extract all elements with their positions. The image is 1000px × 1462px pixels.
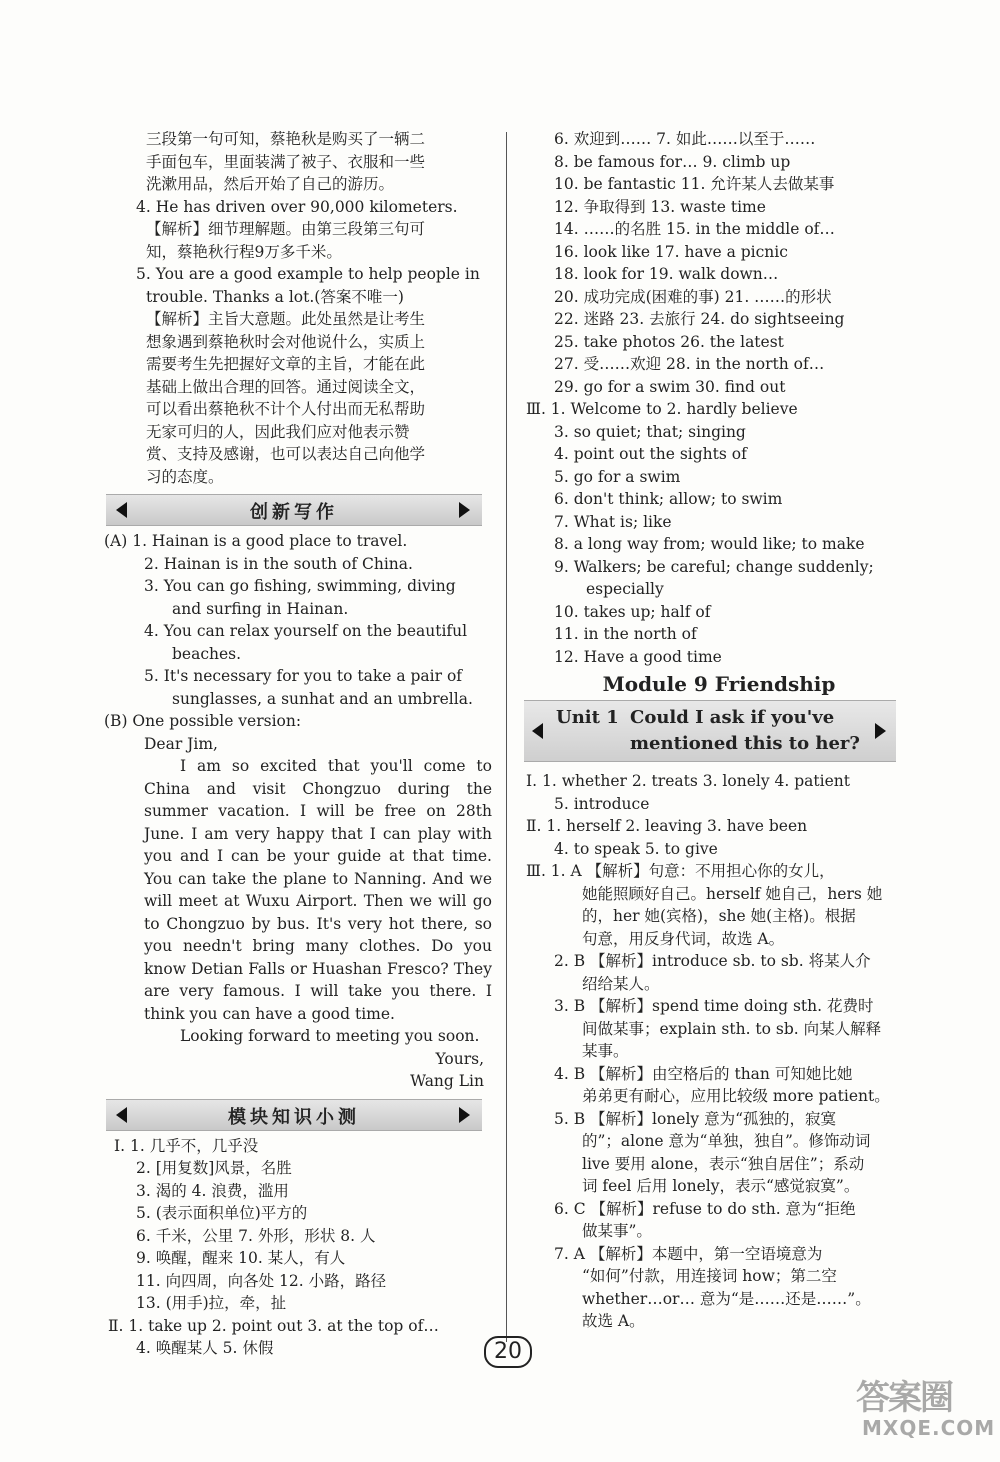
answer-line: sunglasses, a sunhat and an umbrella.	[172, 689, 473, 708]
answer-line: 14. ……的名胜 15. in the middle of…	[554, 220, 835, 238]
page-number: 20	[484, 1336, 532, 1368]
answer-line: Ⅰ. 1. 几乎不，几乎没	[114, 1136, 259, 1155]
answer-line: and surfing in Hainan.	[172, 599, 349, 618]
watermark-url: MXQE.COM	[862, 1416, 996, 1440]
letter-body: I am so excited that you'll come to China and visit Chongzuo during the summer vacation. I will be free on 28th June. I am very happy that I can play with you and I can be your guide at that time. You can take the plane to Nanning. And we will meet at Wuxu Airport. Then we will go to Chongzuo by bus. It's very hot there, so you needn't bring many clothes. Do you know Detian Falls or Huashan Fresco? They are very famous. I will take you there. I think you can have a good time.	[144, 757, 492, 1023]
answer-line: 赏、支持及感谢，也可以表达自己向他学	[146, 445, 426, 463]
triangle-right-icon	[875, 723, 886, 739]
answer-line: 需要考生先把握好文章的主旨，才能在此	[146, 355, 426, 373]
writing-answers	[100, 530, 492, 755]
section-header-quiz	[106, 1099, 482, 1131]
watermark-text: 答案圈	[856, 1378, 952, 1418]
unit-title-line2: mentioned this to her?	[630, 733, 860, 754]
answer-line: 6. don't think; allow; to swim	[554, 490, 783, 508]
answer-line: 词 feel 后用 lonely，表示“感觉寂寞”。	[582, 1177, 860, 1195]
answer-line: 【解析】细节理解题。由第三段第三句可	[146, 220, 426, 238]
answer-line: 8. a long way from; would like; to make	[554, 535, 865, 553]
answer-line: 手面包车，里面装满了被子、衣服和一些	[146, 152, 426, 171]
answer-line: 4. to speak 5. to give	[554, 839, 718, 858]
right-column	[524, 128, 914, 1333]
letter-signature: Wang Lin	[410, 1072, 484, 1090]
answer-line: whether…or… 意为“是……还是……”。	[582, 1289, 871, 1308]
letter-close: Looking forward to meeting you soon.	[180, 1027, 480, 1045]
answer-line: 5. B 【解析】lonely 意为“孤独的，寂寞	[554, 1109, 837, 1128]
answer-line: beaches.	[172, 644, 242, 663]
triangle-right-icon	[459, 502, 470, 518]
unit-label: Unit 1	[556, 707, 619, 728]
reading-answers	[100, 128, 492, 488]
answer-line: 绍给某人。	[582, 974, 660, 993]
answer-line: 基础上做出合理的回答。通过阅读全文，	[146, 377, 426, 396]
answer-line: 3. You can go fishing, swimming, diving	[144, 577, 456, 595]
answer-line: 18. look for 19. walk down…	[554, 265, 779, 283]
answer-line: 4. You can relax yourself on the beautiful	[144, 622, 468, 640]
answer-line: especially	[586, 580, 664, 598]
answer-line: 可以看出蔡艳秋不计个人付出而无私帮助	[146, 400, 426, 418]
answer-line: 9. Walkers; be careful; change suddenly;	[554, 557, 874, 576]
answer-line: 6. 千米，公里 7. 外形，形状 8. 人	[136, 1226, 376, 1245]
answer-line: 12. Have a good time	[554, 647, 722, 666]
answer-line: Ⅲ. 1. A 【解析】句意：不用担心你的女儿，	[526, 862, 835, 880]
answer-line: 三段第一句可知，蔡艳秋是购买了一辆二	[146, 130, 426, 148]
answer-line: trouble. Thanks a lot.(答案不唯一)	[146, 287, 404, 306]
unit-title-line1: Could I ask if you've	[630, 707, 835, 728]
answer-line: 12. 争取得到 13. waste time	[554, 197, 766, 216]
answer-line: 的”；alone 意为“单独，独自”。修饰动词	[582, 1132, 871, 1150]
answer-line: 27. 受……欢迎 28. in the north of…	[554, 355, 825, 373]
answer-line: 弟弟更有耐心，应用比较级 more patient。	[582, 1087, 890, 1105]
answer-line: 句意，用反身代词，故选 A。	[582, 929, 785, 948]
column-divider	[506, 132, 507, 1342]
answer-line: 7. A 【解析】本题中，第一空语境意为	[554, 1244, 823, 1263]
answer-line: 10. be fantastic 11. 允许某人去做某事	[554, 175, 835, 193]
answer-line: 4. B 【解析】由空格后的 than 可知她比她	[554, 1064, 853, 1083]
section-header-writing	[106, 494, 482, 526]
triangle-left-icon	[532, 723, 543, 739]
answer-line: live 要用 alone，表示“独自居住”；系动	[582, 1154, 865, 1173]
answer-line: (A) 1. Hainan is a good place to travel.	[104, 532, 408, 550]
answer-line: 她能照顾好自己。herself 她自己，hers 她	[582, 884, 883, 903]
answer-line: 4. point out the sights of	[554, 445, 747, 463]
answer-line: 做某事”。	[582, 1222, 652, 1240]
answer-line: 11. in the north of	[554, 625, 697, 643]
answer-line: 的，her 她(宾格)，she 她(主格)。根据	[582, 907, 856, 925]
phrase-answers	[524, 128, 914, 668]
answer-line: 【解析】主旨大意题。此处虽然是让考生	[146, 310, 426, 328]
answer-line: 10. takes up; half of	[554, 602, 711, 621]
answer-line: 11. 向四周，向各处 12. 小路，路径	[136, 1271, 387, 1290]
answer-line: 5. It's necessary for you to take a pair of	[144, 667, 463, 685]
answer-line: 习的态度。	[146, 467, 224, 486]
answer-line: 3. 渴的 4. 浪费，滥用	[136, 1181, 289, 1200]
answer-line: 5. introduce	[554, 794, 650, 813]
unit-header	[524, 700, 896, 762]
left-column	[100, 128, 492, 1360]
answer-line: 6. C 【解析】refuse to do sth. 意为“拒绝	[554, 1199, 856, 1218]
answer-line: 5. You are a good example to help people in	[136, 265, 480, 283]
section-title: 创新写作	[250, 502, 338, 523]
answer-line: 知，蔡艳秋行程9万多千米。	[146, 242, 342, 261]
answer-line: 25. take photos 26. the latest	[554, 332, 784, 351]
answer-line: (B) One possible version:	[104, 712, 302, 730]
answer-line: Ⅱ. 1. take up 2. point out 3. at the top of…	[108, 1316, 439, 1335]
answer-line: 7. What is; like	[554, 512, 672, 531]
answer-line: 20. 成功完成(困难的事) 21. ……的形状	[554, 287, 832, 306]
answer-line: 2. B 【解析】introduce sb. to sb. 将某人介	[554, 952, 871, 970]
answer-line: Dear Jim,	[144, 734, 218, 753]
answer-line: 13. (用手)拉，牵，扯	[136, 1294, 287, 1312]
answer-line: 5. go for a swim	[554, 467, 681, 486]
section-title: 模块知识小测	[228, 1106, 360, 1128]
answer-line: “如何”付款，用连接词 how；第二空	[582, 1267, 837, 1285]
answer-line: 3. so quiet; that; singing	[554, 422, 746, 441]
answer-line: 9. 唤醒，醒来 10. 某人，有人	[136, 1249, 346, 1267]
answer-line: 2. Hainan is in the south of China.	[144, 554, 413, 573]
answer-line: Ⅲ. 1. Welcome to 2. hardly believe	[526, 400, 798, 418]
unit-answers	[524, 770, 914, 1333]
answer-line: 间做某事；explain sth. to sb. 向某人解释	[582, 1019, 882, 1038]
triangle-right-icon	[459, 1107, 470, 1123]
answer-line: 某事。	[582, 1042, 629, 1060]
answer-line: 6. 欢迎到…… 7. 如此……以至于……	[554, 130, 816, 148]
answer-line: Ⅱ. 1. herself 2. leaving 3. have been	[526, 817, 808, 835]
answer-line: 16. look like 17. have a picnic	[554, 242, 788, 261]
answer-line: 故选 A。	[582, 1312, 645, 1330]
answer-line: 3. B 【解析】spend time doing sth. 花费时	[554, 997, 874, 1015]
answer-line: 2. [用复数]风景，名胜	[136, 1159, 292, 1177]
watermark-logo	[852, 1370, 996, 1446]
module-title: Module 9 Friendship	[602, 672, 836, 696]
quiz-answers	[100, 1135, 492, 1360]
answer-line: 想象遇到蔡艳秋时会对他说什么，实质上	[146, 332, 426, 351]
answer-line: 无家可归的人，因此我们应对他表示赞	[146, 422, 410, 441]
answer-line: 4. 唤醒某人 5. 休假	[136, 1339, 274, 1357]
answer-line: 4. He has driven over 90,000 kilometers.	[136, 197, 458, 216]
letter-signoff: Yours,	[435, 1049, 484, 1068]
answer-line: Ⅰ. 1. whether 2. treats 3. lonely 4. patient	[526, 772, 850, 790]
answer-line: 29. go for a swim 30. find out	[554, 377, 786, 396]
answer-line: 22. 迷路 23. 去旅行 24. do sightseeing	[554, 310, 845, 328]
answer-line: 8. be famous for… 9. climb up	[554, 152, 791, 171]
answer-line: 5. (表示面积单位)平方的	[136, 1204, 308, 1222]
answer-line: 洗漱用品，然后开始了自己的游历。	[146, 175, 395, 193]
